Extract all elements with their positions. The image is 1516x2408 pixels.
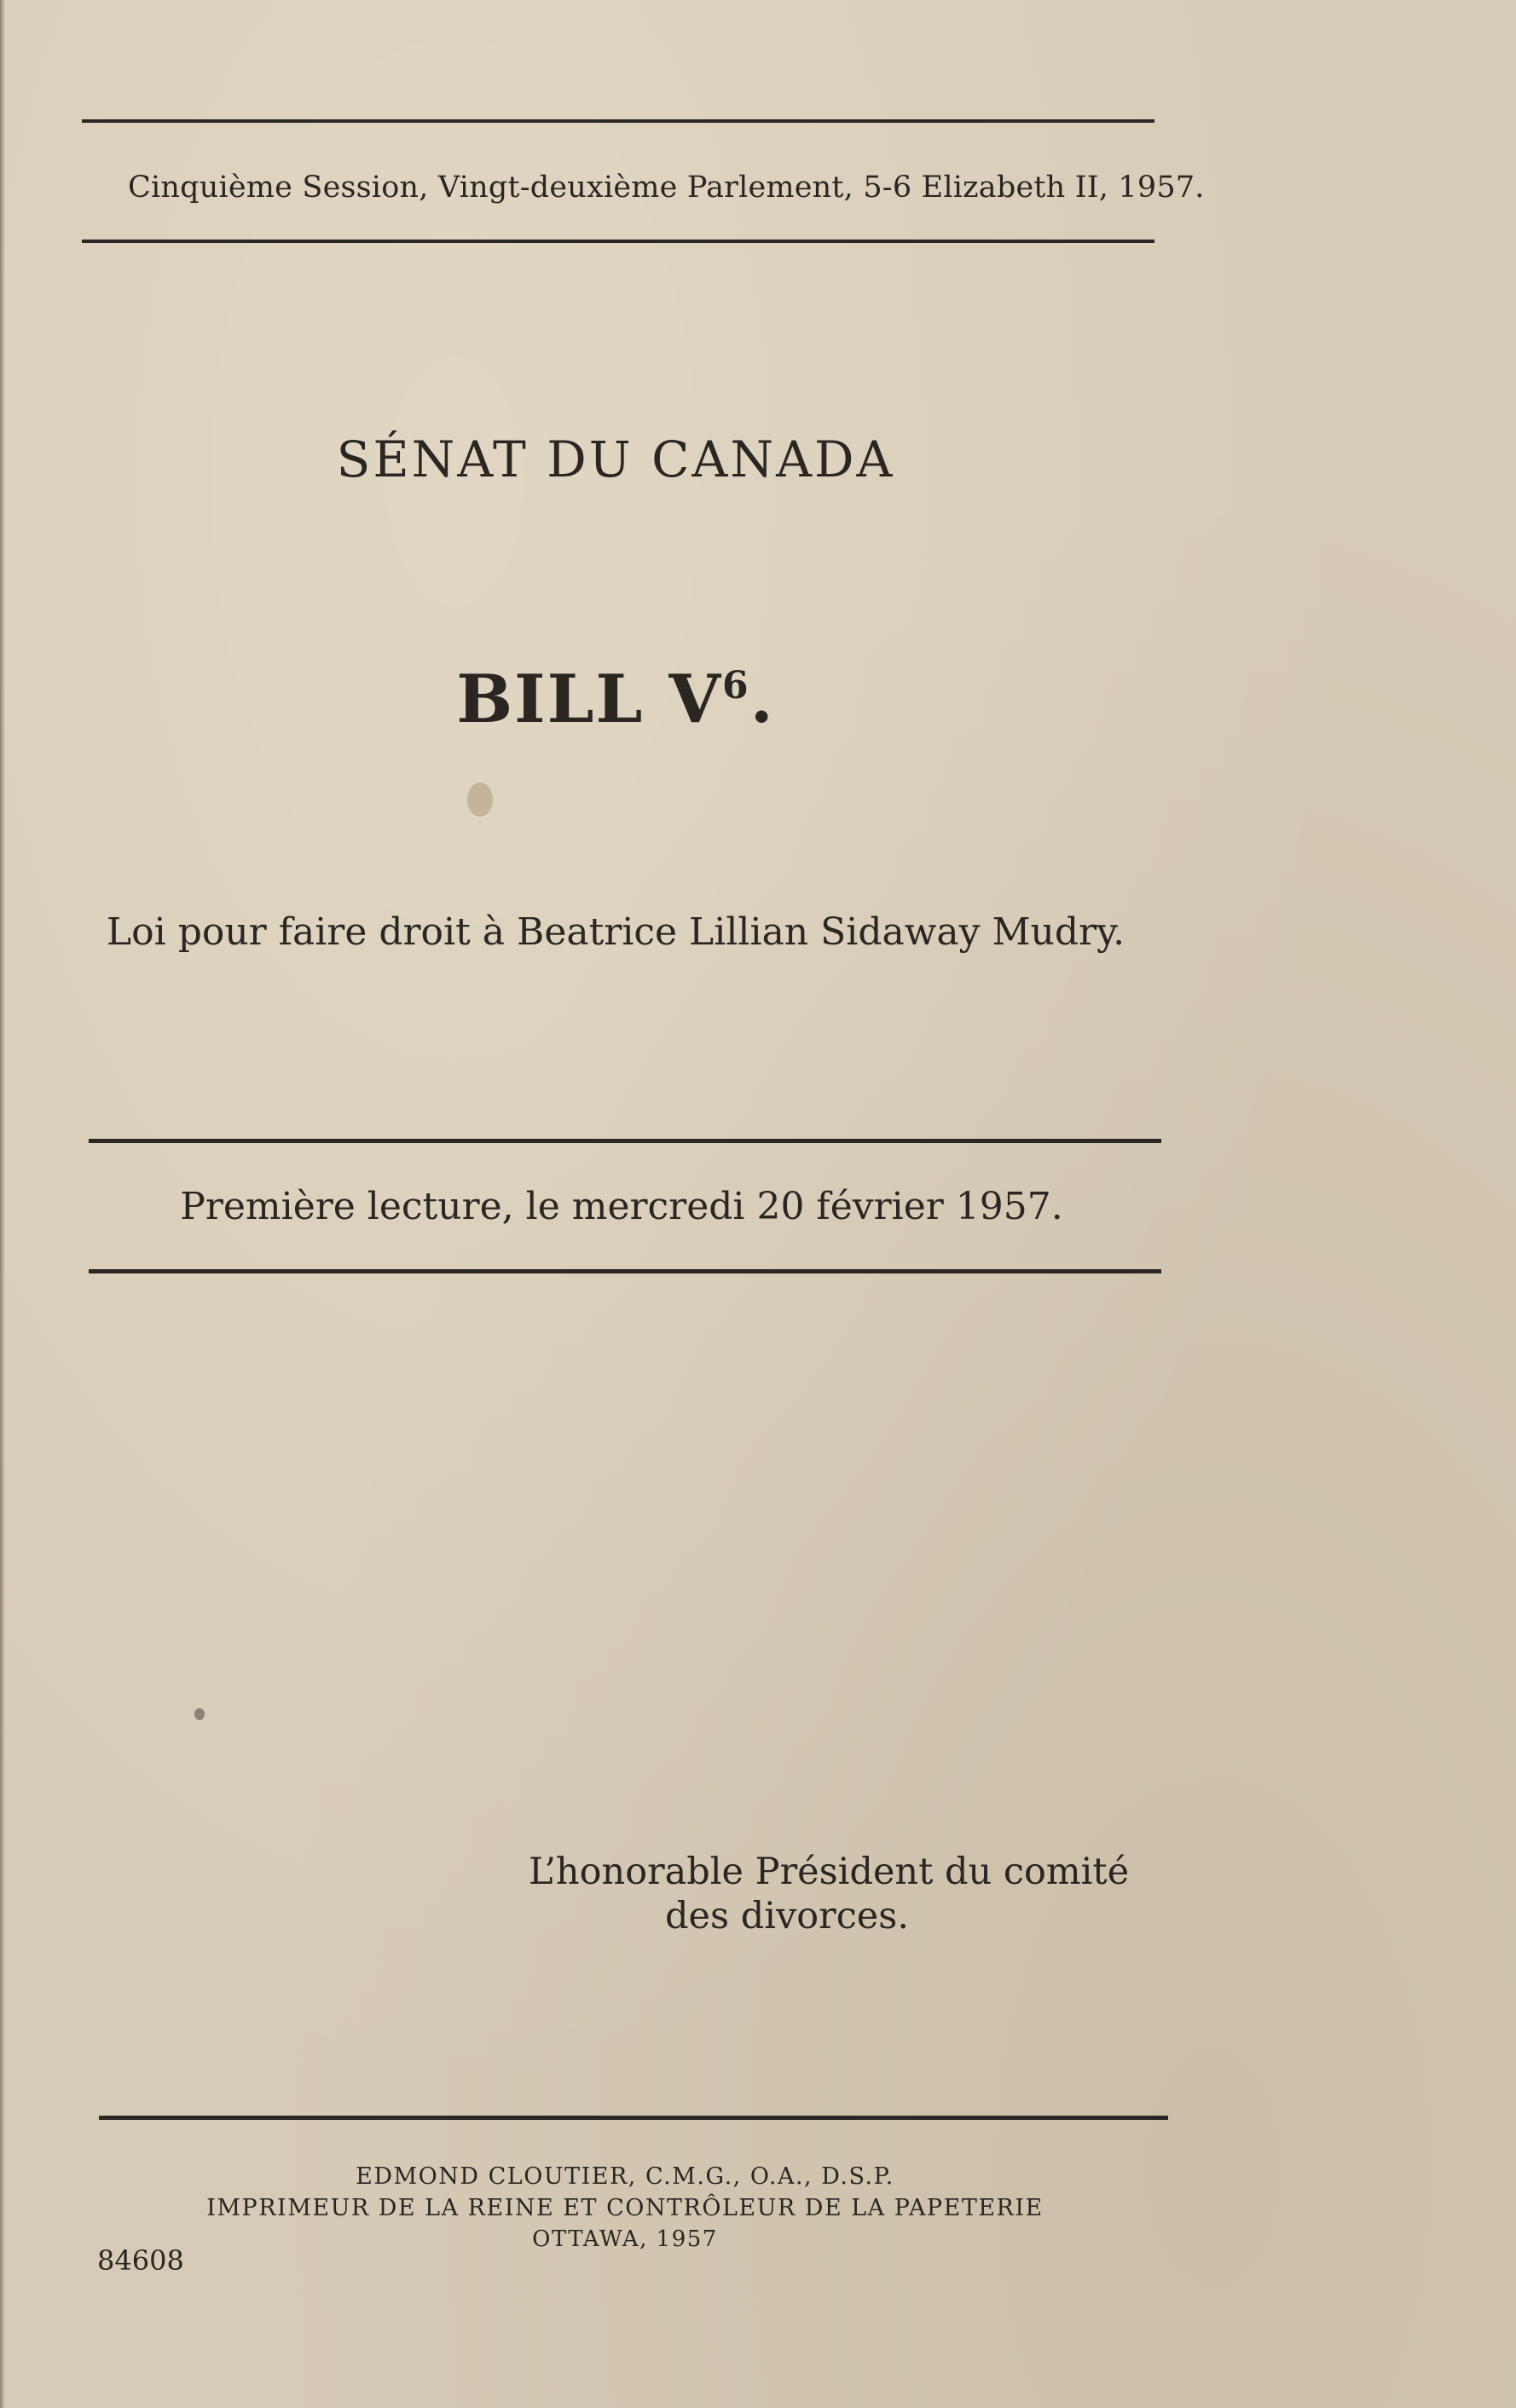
sponsor-block xyxy=(529,1850,1143,1938)
bill-title: Loi pour faire droit à Beatrice Lillian Sidaway Mudry. xyxy=(106,910,1125,954)
bill-number xyxy=(0,661,1231,738)
printer-city: OTTAWA, 1957 xyxy=(532,2226,718,2252)
paper-stain xyxy=(467,782,493,817)
bill-label: BILL V xyxy=(456,661,722,738)
session-line: Cinquième Session, Vingt-deuxième Parlement, 5-6 Elizabeth II, 1957. xyxy=(128,170,1205,205)
sponsor-line-1: L’honorable Président du comité xyxy=(529,1851,1130,1893)
reading-bottom-rule xyxy=(89,1269,1161,1273)
paper-speck xyxy=(194,1708,205,1720)
reading-top-rule xyxy=(89,1139,1161,1143)
header-top-rule xyxy=(82,119,1154,123)
header-bottom-rule xyxy=(82,240,1154,243)
bill-period: . xyxy=(749,661,775,738)
sponsor-line-2: des divorces. xyxy=(665,1895,909,1937)
first-reading-line: Première lecture, le mercredi 20 février 1957. xyxy=(180,1185,1063,1228)
printer-name: EDMOND CLOUTIER, C.M.G., O.A., D.S.P. xyxy=(356,2163,894,2190)
senate-heading: SÉNAT DU CANADA xyxy=(336,430,895,488)
bill-superscript: 6 xyxy=(722,664,750,707)
printer-title: IMPRIMEUR DE LA REINE ET CONTRÔLEUR DE LA PAPETERIE xyxy=(206,2195,1044,2221)
printer-rule xyxy=(99,2116,1168,2120)
printer-imprint xyxy=(0,2161,1250,2255)
document-code: 84608 xyxy=(97,2244,184,2277)
